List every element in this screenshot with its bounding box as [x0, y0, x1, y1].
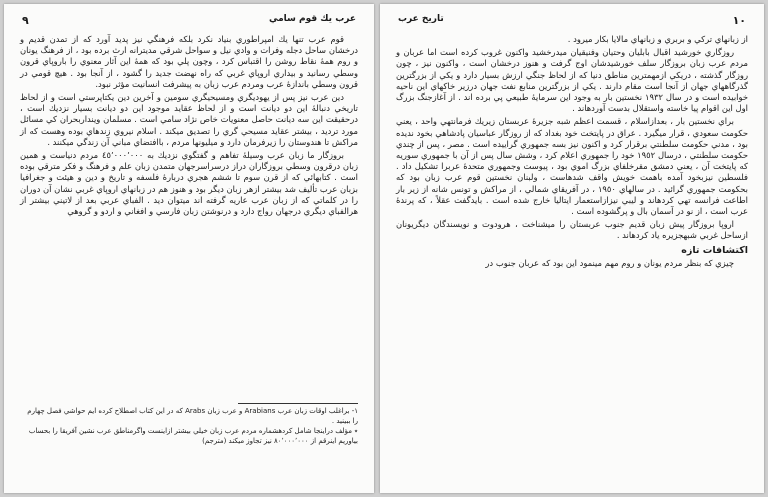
footnotes: [20, 407, 358, 447]
paragraph: قوم عرب تنها يك امپراطوري بنياد نكرد بلكه فرهنگي نيز پديد آورد كه از تمدن قديم و درخشان ساحل دجله وفرات و وادي نيل و سواحل شرقي مديترانه ارث برده بود ، از فرهنگ يونان و روم همهٔ نقاط روشن را اقتباس كرد ، وچون پلي بود كه همهٔ اين آثار معنوي را باروپاي قرون وسطي رسانيد و بيداري اروپاي غربي كه راه نهضت جديد را گشود ، از آنجا بود . هيچ قومي در قرون وسطي باندازهٔ عرب ومردم عرب زبان به پيشرفت انسانيت مؤثر نبود.: [20, 34, 358, 89]
paragraph: اروپا بروزگار پيش زبان قديم جنوب عربستان را ميشناخت ، هرودوت و نويسندگان ديگريونان ازساحل غربي شبهجزيره ياد كردهاند .: [396, 219, 748, 241]
page-number: ١٠: [732, 14, 746, 27]
page-header: [22, 14, 356, 28]
paragraph: براي نخستين بار ، بعدازاسلام ، قسمت اعظم شبه جزيرهٔ عربستان زيريك فرمانتهي واحد ، يعني حكومت سعودي ، قرار ميگيرد . عراق در پايتخت خود بغداد كه از روزگار عباسيان پادشاهي بخود نديده بود ، مدني حكومت سلطنتي برقرار كرد و اكنون نيز بسه جمهوري گراييده است . مصر ، پس از چندي حكومت سلطنتي ، درسال ١٩٥٢ خود را جمهوري اعلام كرد ، وشش سال پس از آن با جمهوري سوريه كه پايتخت آن ، يعني دمشق مقرخلفاي بزرگ اموي بود ، پيوست وجمهوري متحدهٔ عربرا تشكيل داد . فلسطين نيزبخود آمده باهمت خويش واقف شدهاست ، ولبنان نخستين قوم عرب زبان بود كه بحكومت جمهوري گرائيد . در سالهاي ١٩٥٠ ، در آفريقاي شمالي ، از مراكش و تونس شانه از زير بار اطاعت فرانسه تهي كردهاند و ليبي نيزازاستعمار ايتاليا خارج شده است . بايدگفت عقلاً ، كه پرندهٔ عرب است ، از نو در آسمان بال و پرگشوده است .: [396, 116, 748, 217]
running-title: تاريخ عرب: [398, 14, 444, 24]
right-page: [380, 4, 764, 493]
footnote: ٭ مؤلف دراينجا شامل كردهشماره مردم عرب زبان خيلي بيشتر ازاينست واگرمناطق عرب نشين آفريقا را بحساب بياوريم اينرقم از ٨٠٬٠٠٠٬٠٠٠ نيز تجاوز ميكند (مترجم): [28, 427, 358, 445]
body-text: [20, 34, 358, 219]
paragraph: بروزگار ما زبان عرب وسيلهٔ تفاهم و گفتگوي نزديك به ٤٥٬٠٠٠٬٠٠٠ مردم دنياست و همين زبان درقرون وسطي بروزگاران دراز درسراسرجهان متمدن زبان علم و فرهنگ و فكر مترقي بوده است . كتابهائي كه از قرن سوم تا ششم هجري دربارهٔ فلسفه و تاريخ و دين و هيئت و جغرافيا بزبان عرب تأليف شد بيشتر ازهر زبان ديگر بود و هنوز هم در زبانهاي اروپاي غربي نشان آن دوران را در كلماتي كه از زبان عرب عاريه گرفته اند ميتوان ديد . الفباي عربي بعد از لاتيني بيشتر از هرالفباي ديگري درجهان رواج دارد و درنوشتن زبان فارسي و افغاني و اردو و گروهي: [20, 150, 358, 217]
footnote-divider: [238, 403, 358, 404]
running-title: عرب يك قوم سامي: [269, 14, 356, 24]
left-page: [4, 4, 374, 493]
section-heading: اكتشافات تازه: [681, 244, 748, 256]
page-number: ٩: [22, 14, 29, 27]
body-text: [396, 34, 748, 271]
paragraph: چيزي كه بنظر مردم يونان و روم مهم مينمود اين بود كه عربان جنوب در: [485, 257, 734, 268]
footnote: ١- براغلب اوقات زبان عرب Arabians و عرب زبان Arabs كه در اين كتاب اصطلاح كرده ايم حواشي فصل چهارم را ببينيد .: [27, 407, 358, 425]
page-header: [398, 14, 746, 28]
paragraph: دين عرب نيز پس از يهوديگري ومسيحيگري سومين و آخرين دين يكتاپرستي است و از لحاظ تاريخي دنبالهٔ اين دو ديانت است و از لحاظ عقايد موجود اين دو ديانت بسيار نزديك است ، درحقيقت اين سه ديانت حاصل معنويات خاص نژاد سامي است . مسلمان وينداربحران كي مسائل مورد ترديد ، بيشتر عقايد مسيحي گري را تصديق ميكند . اسلام نيروي زندهاي بوده وهست كه از مراكش تا هندوستان را زيرفرمان دارد و ميليونها مردم ، باافتضاي مباني آن زندگي ميكنند .: [20, 92, 358, 147]
paragraph: از زبانهاي تركي و بربري و زبانهاي مالايا بكار ميرود .: [567, 34, 748, 44]
paragraph: روزگاري خورشيد اقبال بابليان وحتيان وفنيقيان ميدرخشيد واكنون غروب كرده است اما عربان و مردم عرب زبان بروزگار سلف خورشيدشان اوج گرفت و هنوز درخشان است ، واكنون نيز ، چون روزگار گذشته ، دريكي ازمهمترين مناطق دنيا كه از لحاظ جنگي ارزش بسيار دارد و يكي از بزرگترين گذرگاههاي جهان از آنجا است مقام دارند . يكي از بزرگترين منابع نفت جهان درزير خاكهاي اين ناحيه خوابيده است و در سال ١٩٣٢ نخستين بار به وجود اين سرمايهٔ طبيعي پي برده اند . از آغازجنگ بزرگ اول اين اقوام پيا خاسته واستقلال بدست آوردهاند .: [396, 47, 748, 114]
